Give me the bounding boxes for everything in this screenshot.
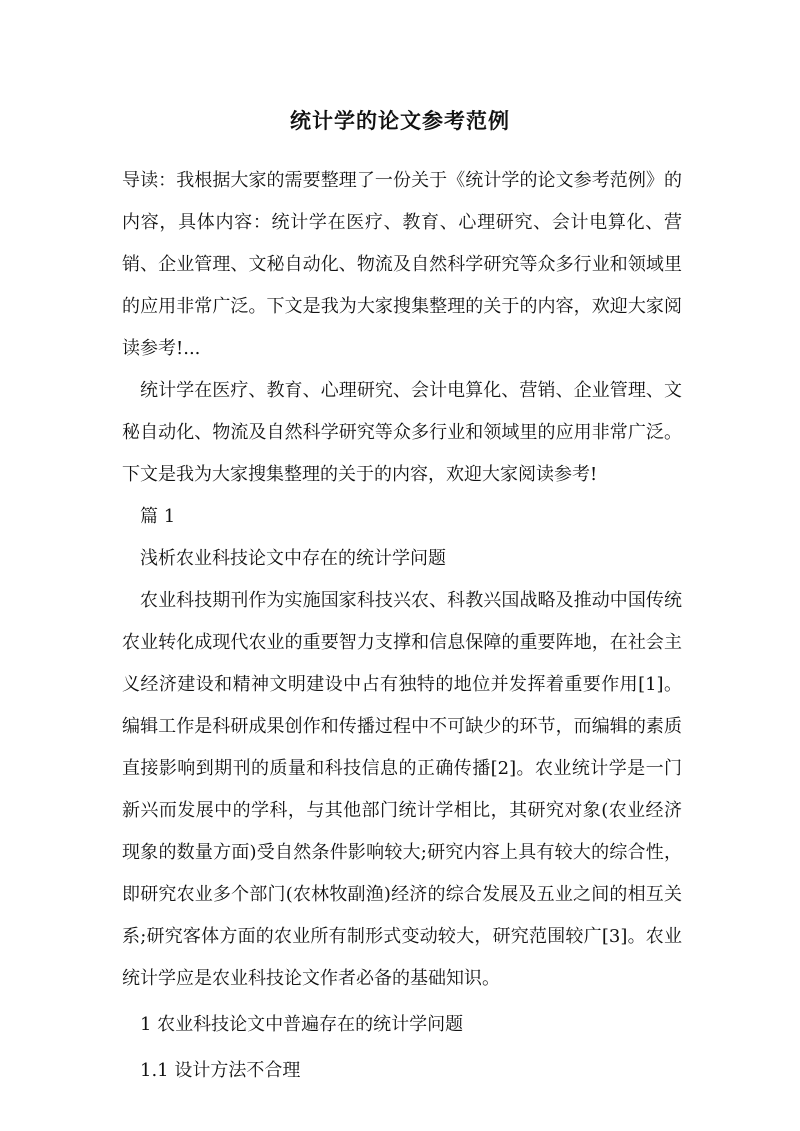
article-title: 浅析农业科技论文中存在的统计学问题 — [140, 548, 446, 569]
section-heading-1-1: 1.1 设计方法不合理 — [140, 1060, 301, 1081]
body-paragraph: 农业科技期刊作为实施国家科技兴农、科教兴国战略及推动中国传统农业转化成现代农业的重要智力支撑和信息保障的重要阵地，在社会主义经济建设和精神文明建设中占有独特的地位并发挥着重要作用[1]。编辑工作是科研成果创作和传播过程中不可缺少的环节，而编辑的素质直接影响到期刊的质量和科技信息的正确传播[2]。农业统计学是一门新兴而发展中的学科，与其他部门统计学相比，其研究对象(农业经济现象的数量方面)受自然条件影响较大;研究内容上具有较大的综合性，即研究农业多个部门(农林牧副渔)经济的综合发展及五业之间的相互关系;研究客体方面的农业所有制形式变动较大，研究范围较广[3]。农业统计学应是农业科技论文作者必备的基础知识。 — [122, 590, 682, 989]
summary-paragraph: 统计学在医疗、教育、心理研究、会计电算化、营销、企业管理、文秘自动化、物流及自然科学研究等众多行业和领域里的应用非常广泛。下文是我为大家搜集整理的关于的内容，欢迎大家阅读参考! — [122, 380, 682, 485]
document-title: 统计学的论文参考范例 — [290, 108, 510, 133]
document-body — [122, 160, 682, 1092]
section-label: 篇 1 — [140, 506, 176, 527]
intro-paragraph: 导读：我根据大家的需要整理了一份关于《统计学的论文参考范例》的内容，具体内容：统计学在医疗、教育、心理研究、会计电算化、营销、企业管理、文秘自动化、物流及自然科学研究等众多行业和领域里的应用非常广泛。下文是我为大家搜集整理的关于的内容，欢迎大家阅读参考!... — [122, 170, 682, 359]
section-heading-1: 1 农业科技论文中普遍存在的统计学问题 — [140, 1014, 464, 1035]
